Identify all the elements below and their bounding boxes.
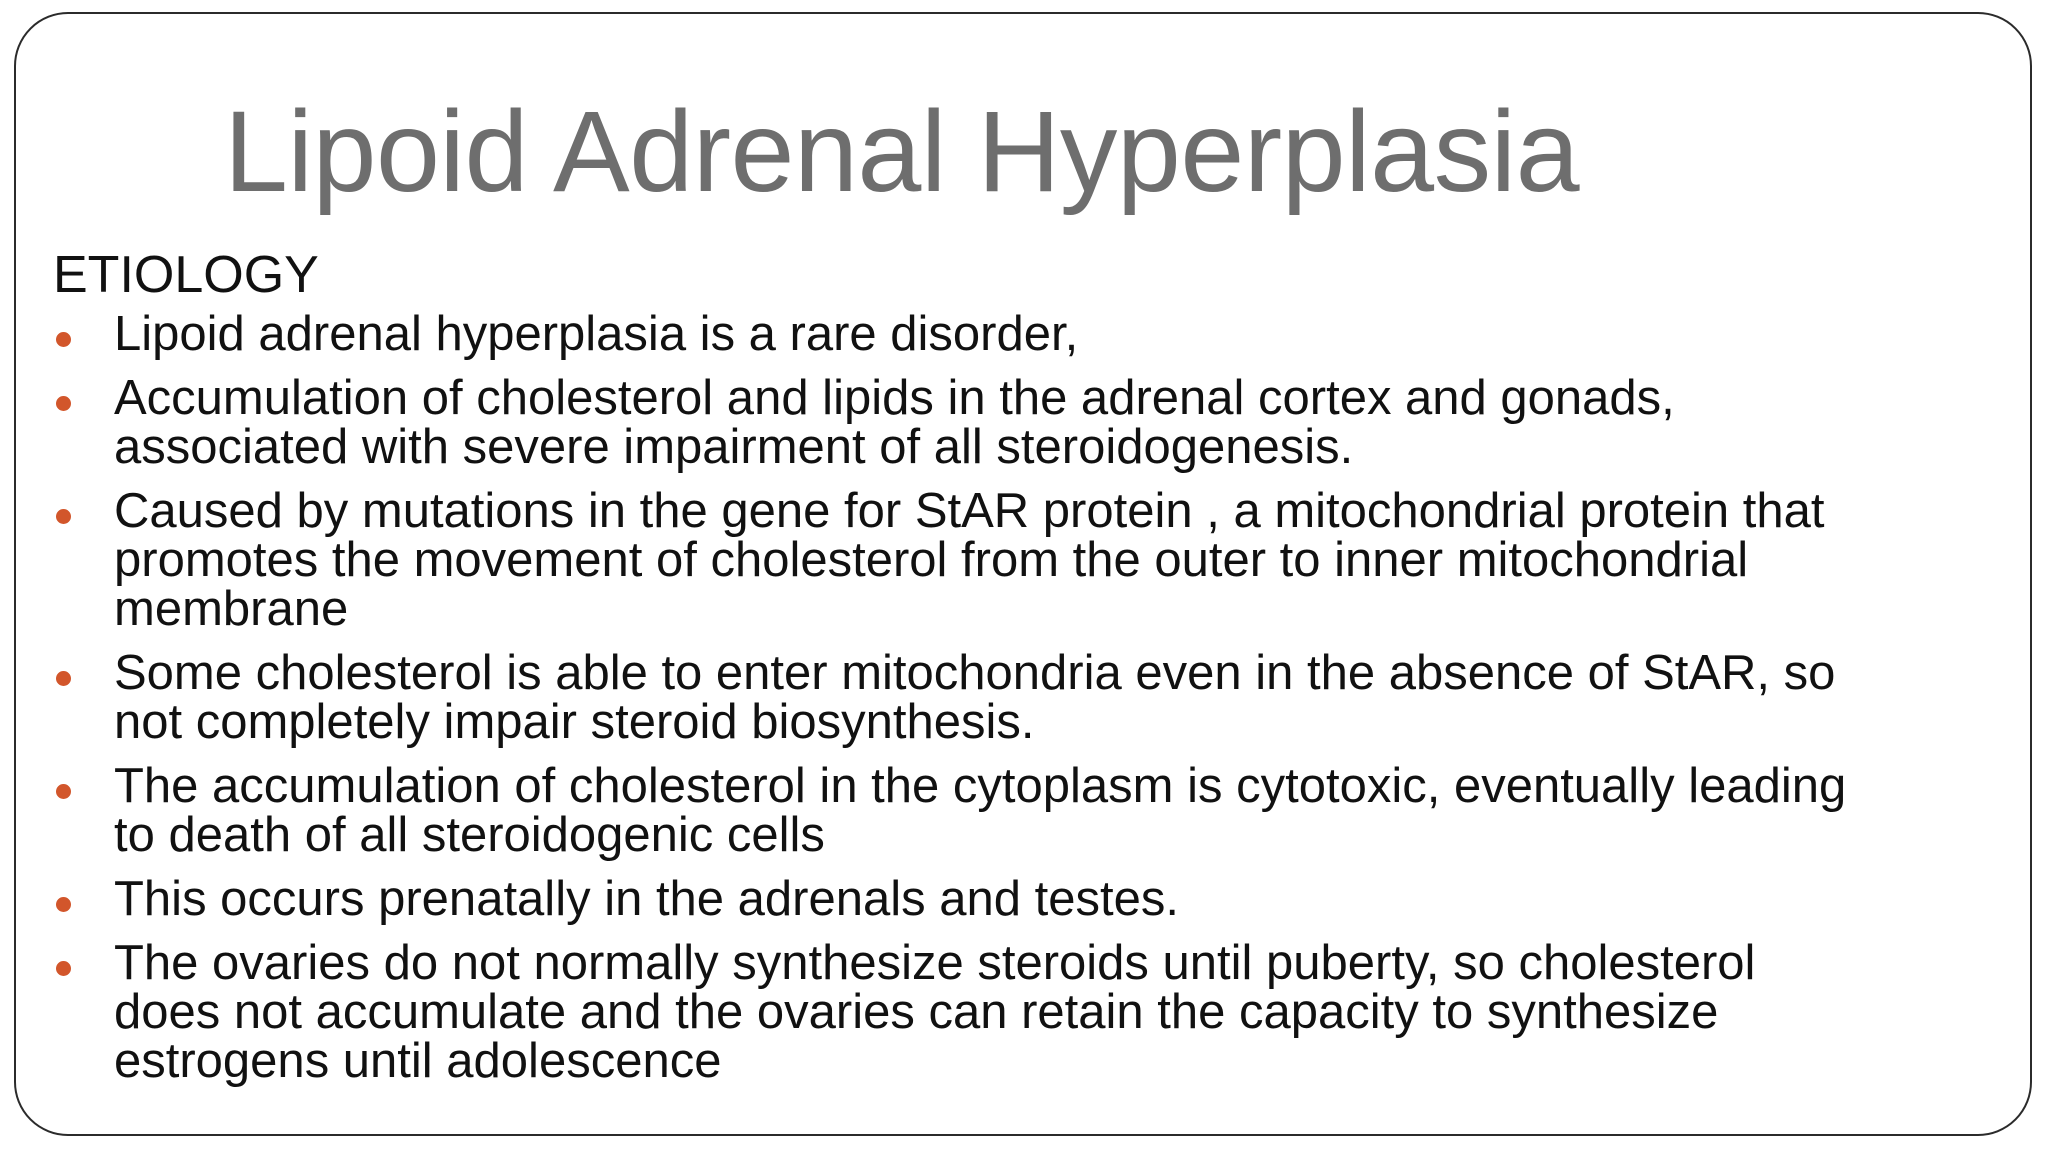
bullet-item [0,307,2048,361]
section-heading: ETIOLOGY [53,246,319,304]
bullet-dot-icon [56,784,71,799]
slide-title: Lipoid Adrenal Hyperplasia [224,88,1580,216]
bullet-item [0,484,2048,636]
bullet-text: Some cholesterol is able to enter mitochondria even in the absence of StAR, so not completely impair steroid biosynthesis. [114,646,1836,749]
bullet-dot-icon [56,509,71,524]
bullet-item [0,646,2048,749]
bullet-text: Accumulation of cholesterol and lipids in the adrenal cortex and gonads, associated with severe impairment of all steroidogenesis. [114,371,1675,474]
bullet-dot-icon [56,332,71,347]
bullet-item [0,872,2048,926]
bullet-text: This occurs prenatally in the adrenals and testes. [114,872,1179,926]
bullet-text: Lipoid adrenal hyperplasia is a rare disorder, [114,307,1079,361]
bullet-item [0,759,2048,862]
bullet-item [0,371,2048,474]
bullet-text: The ovaries do not normally synthesize steroids until puberty, so cholesterol does not accumulate and the ovaries can retain the capacity to synthesize estrogens until adolescence [114,936,1756,1088]
bullet-item [0,936,2048,1088]
bullet-text: The accumulation of cholesterol in the cytoplasm is cytotoxic, eventually leading to death of all steroidogenic cells [114,759,1847,862]
bullet-text: Caused by mutations in the gene for StAR protein , a mitochondrial protein that promotes the movement of cholesterol from the outer to inner mitochondrial membrane [114,484,1825,636]
bullet-dot-icon [56,671,71,686]
bullet-dot-icon [56,961,71,976]
bullet-dot-icon [56,396,71,411]
bullet-list [0,307,2048,1101]
bullet-dot-icon [56,897,71,912]
